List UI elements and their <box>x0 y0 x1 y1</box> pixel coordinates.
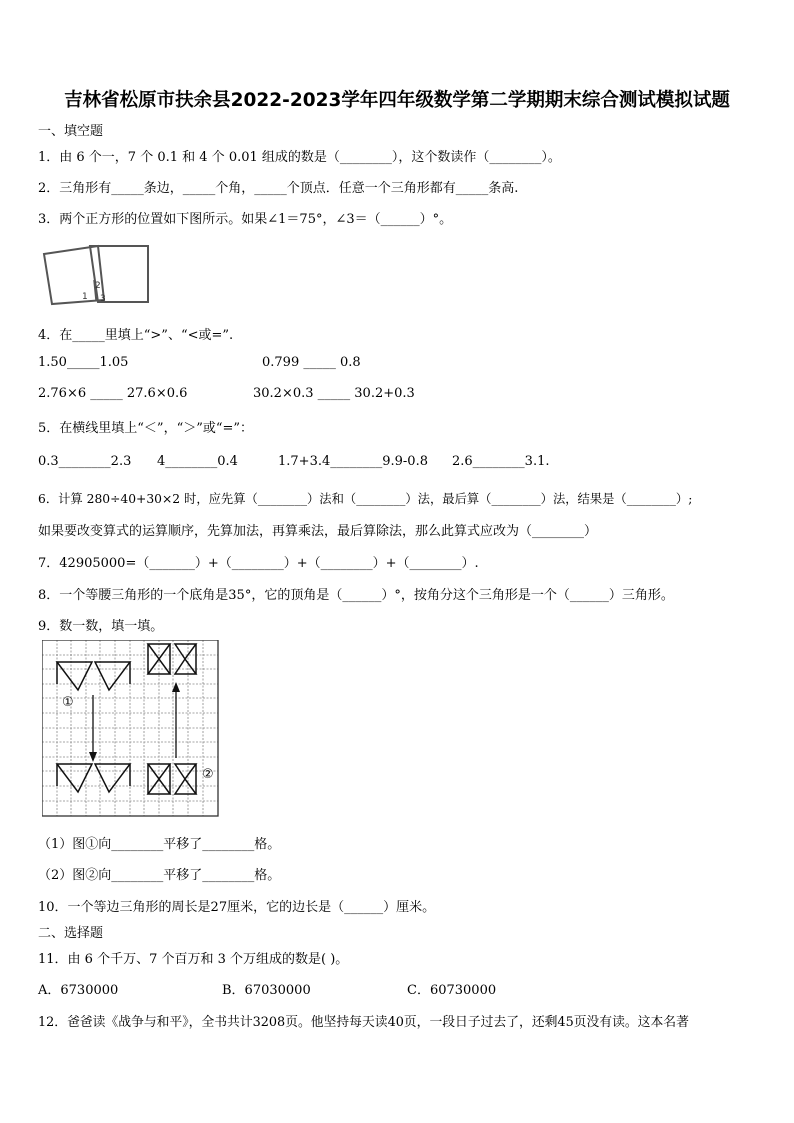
q4-item: 2.76×6 _____ 27.6×0.6 <box>38 386 188 401</box>
question-10: 10．一个等边三角形的周长是27厘米，它的边长是（______）厘米。 <box>38 900 436 915</box>
q5-item: 1.7+3.4________9.9-0.8 <box>278 454 428 469</box>
section-heading-fill-blank: 一、填空题 <box>38 124 104 139</box>
q3-angle-label-1: 1 <box>82 292 88 302</box>
q5-item: 0.3________2.3 <box>38 454 132 469</box>
q5-item: 4________0.4 <box>157 454 238 469</box>
question-4: 4．在_____里填上“>”、“<或=”. <box>38 328 234 343</box>
q5-item: 2.6________3.1. <box>452 454 550 469</box>
q9-shape-1-label: ① <box>62 695 74 710</box>
q11-option-c: C．60730000 <box>407 983 497 998</box>
question-8: 8．一个等腰三角形的一个底角是35°，它的顶角是（______）°，按角分这个三角形是一个（______）三角形。 <box>38 588 674 603</box>
q11-option-a: A．6730000 <box>38 983 119 998</box>
question-9-sub-1: （1）图①向________平移了________格。 <box>38 837 281 852</box>
q4-item: 1.50_____1.05 <box>38 355 129 370</box>
q4-item: 30.2×0.3 _____ 30.2+0.3 <box>253 386 415 401</box>
question-9: 9．数一数，填一填。 <box>38 619 164 634</box>
question-12: 12．爸爸读《战争与和平》，全书共计3208页。他坚持每天读40页，一段日子过去了，还剩45页没有读。这本名著 <box>38 1015 689 1030</box>
question-9-sub-2: （2）图②向________平移了________格。 <box>38 868 281 883</box>
q3-squares-figure <box>40 240 156 308</box>
question-11: 11．由 6 个千万、7 个百万和 3 个万组成的数是( )。 <box>38 952 349 967</box>
page-title: 吉林省松原市扶余县2022-2023学年四年级数学第二学期期末综合测试模拟试题 <box>64 90 730 111</box>
question-6-line-1: 6．计算 280÷40+30×2 时，应先算（________）法和（________）法，最后算（________）法，结果是（________）; <box>38 492 693 506</box>
section-heading-multiple-choice: 二、选择题 <box>38 926 104 941</box>
q3-angle-label-2: 2 <box>95 281 101 291</box>
q11-option-b: B．67030000 <box>222 983 311 998</box>
q3-angle-label-3: 3 <box>100 294 106 304</box>
question-5: 5．在横线里填上“＜”，“＞”或“=”： <box>38 421 254 436</box>
question-3: 3．两个正方形的位置如下图所示。如果∠1＝75°，∠3＝（______）°。 <box>38 212 453 227</box>
q9-grid-figure <box>42 640 222 820</box>
question-7: 7．42905000=（_______）+（________）+（________）+（________）. <box>38 556 479 571</box>
question-1: 1．由 6 个一，7 个 0.1 和 4 个 0.01 组成的数是（________），这个数读作（________）。 <box>38 150 561 165</box>
q9-shape-2-label: ② <box>202 767 214 782</box>
question-2: 2．三角形有_____条边，_____个角，_____个顶点．任意一个三角形都有_____条高. <box>38 181 519 196</box>
q4-item: 0.799 _____ 0.8 <box>262 355 361 370</box>
question-6-line-2: 如果要改变算式的运算顺序，先算加法，再算乘法，最后算除法，那么此算式应改为（________） <box>38 524 598 539</box>
